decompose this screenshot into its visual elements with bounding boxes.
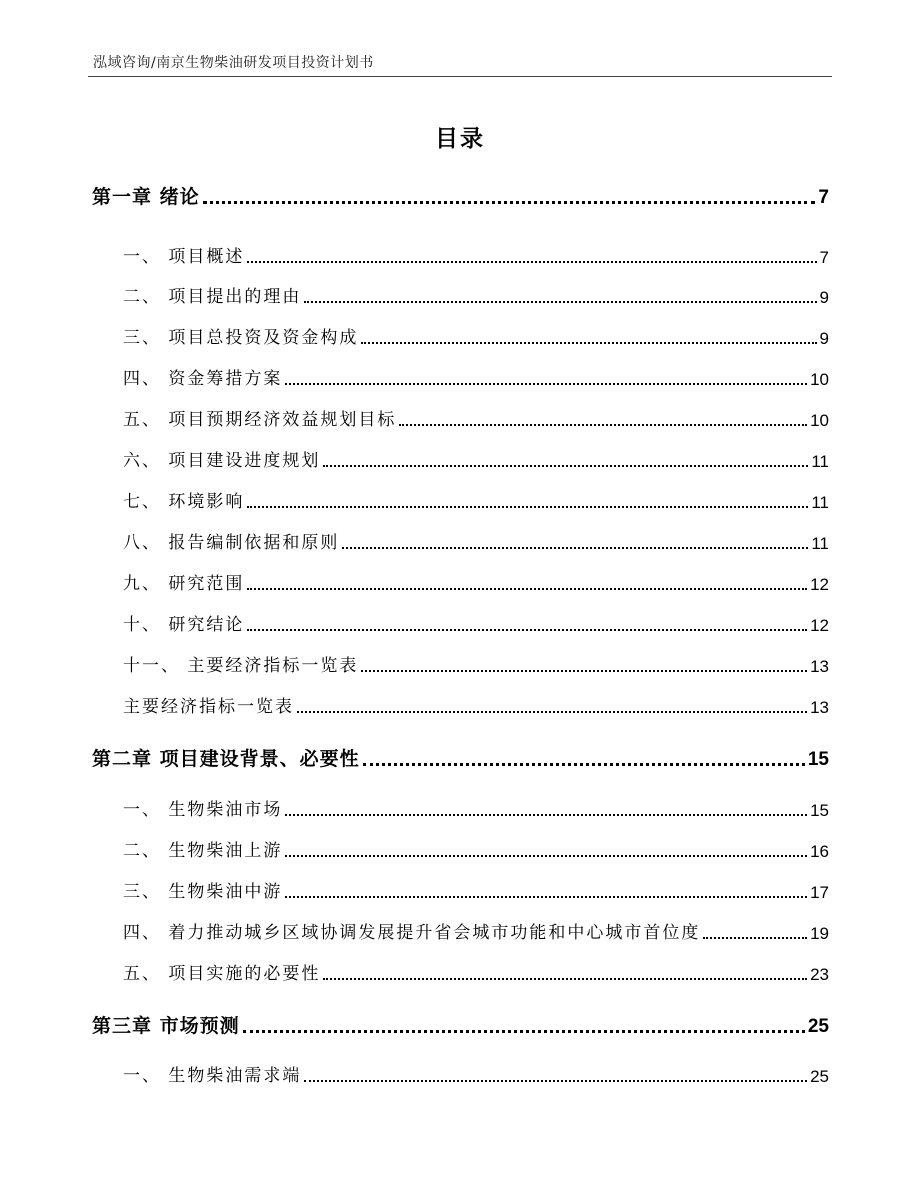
toc-section-entry[interactable] — [92, 658, 829, 675]
toc-section-entry[interactable] — [92, 966, 829, 983]
toc-dot-leader — [247, 629, 807, 631]
toc-page-number: 13 — [810, 698, 829, 717]
toc-dot-leader — [247, 506, 808, 508]
toc-section-entry[interactable] — [92, 289, 829, 306]
toc-entry-label: 八、 报告编制依据和原则 — [123, 533, 340, 553]
toc-entry-label: 第一章 绪论 — [92, 186, 200, 208]
toc-chapter-entry[interactable] — [92, 188, 829, 207]
toc-page-number: 17 — [810, 883, 829, 902]
toc-page-number: 16 — [810, 842, 829, 861]
toc-entry-label: 主要经济指标一览表 — [123, 697, 294, 717]
toc-entry-label: 七、 环境影响 — [123, 492, 245, 512]
toc-section-entry[interactable] — [92, 330, 829, 347]
toc-section-entry[interactable] — [92, 453, 829, 470]
toc-page-number: 25 — [807, 1016, 829, 1037]
toc-page-number: 25 — [810, 1067, 829, 1086]
toc-entry-label: 九、 研究范围 — [123, 574, 245, 594]
toc-dot-leader — [361, 670, 807, 672]
toc-page-number: 23 — [810, 965, 829, 984]
toc-section-entry[interactable] — [92, 535, 829, 552]
running-header: 泓域咨询/南京生物柴油研发项目投资计划书 — [93, 55, 374, 71]
toc-section-entry[interactable] — [92, 576, 829, 593]
header-divider — [88, 76, 832, 77]
toc-entry-label: 三、 项目总投资及资金构成 — [123, 328, 359, 348]
toc-page-number: 11 — [811, 534, 829, 553]
toc-page-number: 7 — [818, 187, 829, 208]
toc-entry-label: 四、 着力推动城乡区域协调发展提升省会城市功能和中心城市首位度 — [123, 923, 701, 943]
toc-entry-label: 二、 项目提出的理由 — [123, 287, 302, 307]
toc-dot-leader — [247, 588, 807, 590]
toc-dot-leader — [363, 763, 805, 766]
toc-dot-leader — [703, 937, 807, 939]
toc-section-entry[interactable] — [92, 843, 829, 860]
toc-entry-label: 十、 研究结论 — [123, 615, 245, 635]
toc-dot-leader — [203, 201, 816, 204]
toc-dot-leader — [399, 424, 807, 426]
toc-chapter-entry[interactable] — [92, 1017, 829, 1036]
toc-section-entry[interactable] — [92, 802, 829, 819]
toc-page-number: 9 — [819, 288, 829, 307]
toc-page-number: 10 — [810, 370, 829, 389]
toc-page-number: 11 — [811, 493, 829, 512]
toc-entry-label: 一、 生物柴油市场 — [123, 800, 283, 820]
toc-dot-leader — [285, 814, 807, 816]
toc-page-number: 12 — [810, 575, 829, 594]
toc-entry-label: 二、 生物柴油上游 — [123, 841, 283, 861]
toc-page-number: 12 — [810, 616, 829, 635]
toc-entry-label: 第三章 市场预测 — [92, 1015, 240, 1037]
toc-dot-leader — [323, 465, 808, 467]
toc-entry-label: 三、 生物柴油中游 — [123, 882, 283, 902]
toc-page-number: 15 — [810, 801, 829, 820]
page-title: 目录 — [435, 126, 485, 152]
toc-chapter-entry[interactable] — [92, 750, 829, 769]
toc-section-entry[interactable] — [92, 371, 829, 388]
toc-entry-label: 六、 项目建设进度规划 — [123, 451, 321, 471]
toc-dot-leader — [243, 1030, 805, 1033]
toc-section-entry[interactable] — [92, 925, 829, 942]
toc-page-number: 9 — [819, 329, 829, 348]
toc-page-number: 11 — [811, 452, 829, 471]
toc-dot-leader — [285, 896, 807, 898]
toc-entry-label: 五、 项目预期经济效益规划目标 — [123, 410, 397, 430]
toc-page-number: 13 — [810, 657, 829, 676]
toc-entry-label: 第二章 项目建设背景、必要性 — [92, 748, 360, 770]
toc-page-number: 7 — [819, 248, 829, 267]
toc-dot-leader — [285, 855, 807, 857]
toc-section-entry[interactable] — [92, 699, 829, 716]
toc-section-entry[interactable] — [92, 1068, 829, 1085]
toc-dot-leader — [247, 261, 816, 263]
toc-dot-leader — [304, 301, 816, 303]
toc-entry-label: 一、 生物柴油需求端 — [123, 1066, 302, 1086]
toc-section-entry[interactable] — [92, 249, 829, 266]
toc-section-entry[interactable] — [92, 494, 829, 511]
toc-dot-leader — [297, 711, 807, 713]
toc-dot-leader — [342, 547, 808, 549]
toc-dot-leader — [361, 342, 816, 344]
toc-section-entry[interactable] — [92, 884, 829, 901]
toc-dot-leader — [323, 978, 807, 980]
toc-page-number: 10 — [810, 411, 829, 430]
toc-page-number: 15 — [807, 749, 829, 770]
toc-entry-label: 十一、 主要经济指标一览表 — [123, 656, 359, 676]
toc-entry-label: 五、 项目实施的必要性 — [123, 964, 321, 984]
toc-entry-label: 一、 项目概述 — [123, 247, 245, 267]
toc-dot-leader — [304, 1080, 807, 1082]
toc-section-entry[interactable] — [92, 412, 829, 429]
toc-page-number: 19 — [810, 924, 829, 943]
toc-dot-leader — [285, 383, 807, 385]
toc-section-entry[interactable] — [92, 617, 829, 634]
toc-entry-label: 四、 资金筹措方案 — [123, 369, 283, 389]
